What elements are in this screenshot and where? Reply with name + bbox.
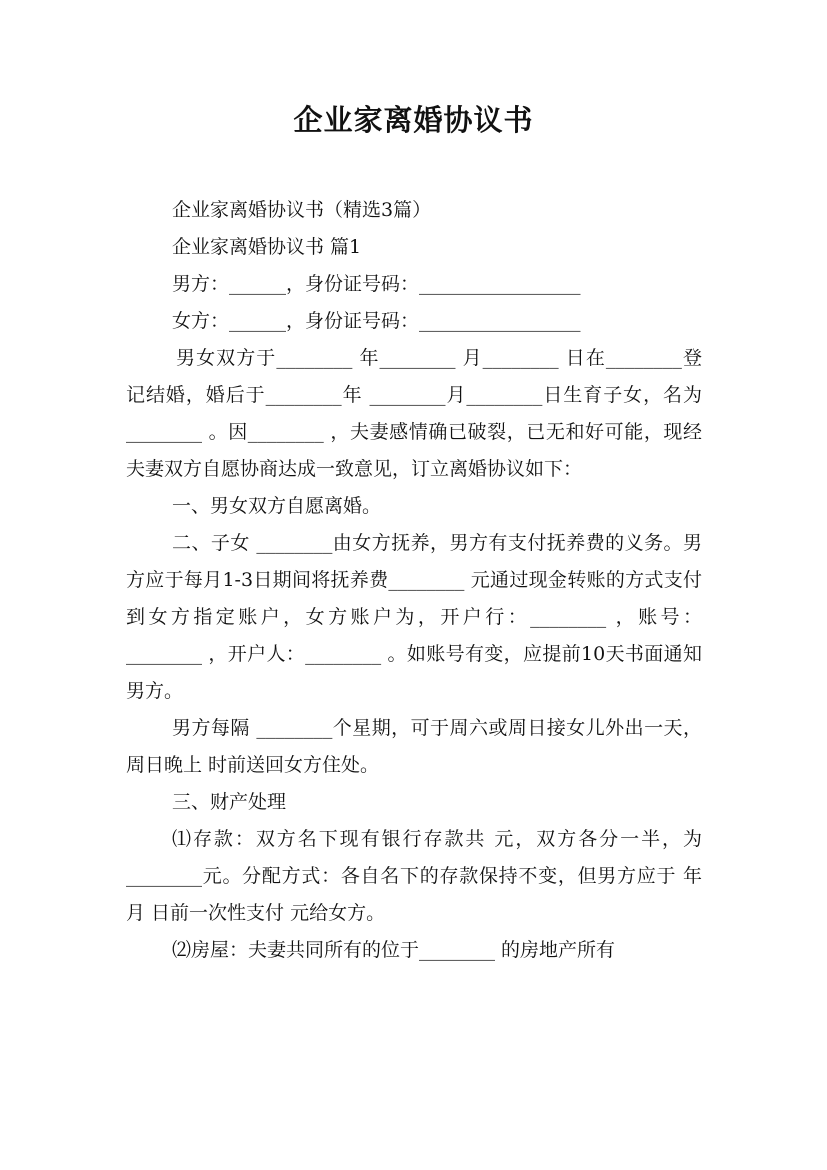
housing-paragraph: ⑵房屋：夫妻共同所有的位于________ 的房地产所有 [172,939,616,961]
savings-paragraph: ⑴存款：双方名下现有银行存款共 元，双方各分一半，为________元。分配方式：各自名下的存款保持不变，但男方应于 年 月 日前一次性支付 元给女方。 [126,828,709,924]
husband-id-line: 男方：______，身份证号码：_________________ [172,273,581,295]
document-title: 企业家离婚协议书 [293,103,534,137]
document-body [126,192,709,969]
section-heading: 企业家离婚协议书 篇1 [172,236,362,258]
wife-id-line: 女方：______，身份证号码：_________________ [172,310,581,332]
subtitle-paragraph: 企业家离婚协议书（精选3篇） [172,199,432,221]
clause-three-heading: 三、财产处理 [172,791,287,813]
clause-one: 一、男女双方自愿离婚。 [172,495,382,517]
clause-two-child-custody: 二、子女 ________由女方抚养，男方有支付抚养费的义务。男方应于每月1-3日期间将抚养费________ 元通过现金转账的方式支付到女方指定账户，女方账户为，开户行：________ ，账号：________ ，开户人：________ 。如账号有变，应提前10天书面通知男方。 [126,532,702,702]
marriage-statement-paragraph: 男女双方于________ 年________ 月________ 日在________登记结婚，婚后于________年 ________月________日生育子女，名为________ 。因________ ，夫妻感情确已破裂，已无和好可能，现经夫妻双方自愿协商达成一致意见，订立离婚协议如下： [126,347,702,480]
visitation-paragraph: 男方每隔 ________个星期，可于周六或周日接女儿外出一天，周日晚上 时前送回女方住处。 [126,717,702,776]
